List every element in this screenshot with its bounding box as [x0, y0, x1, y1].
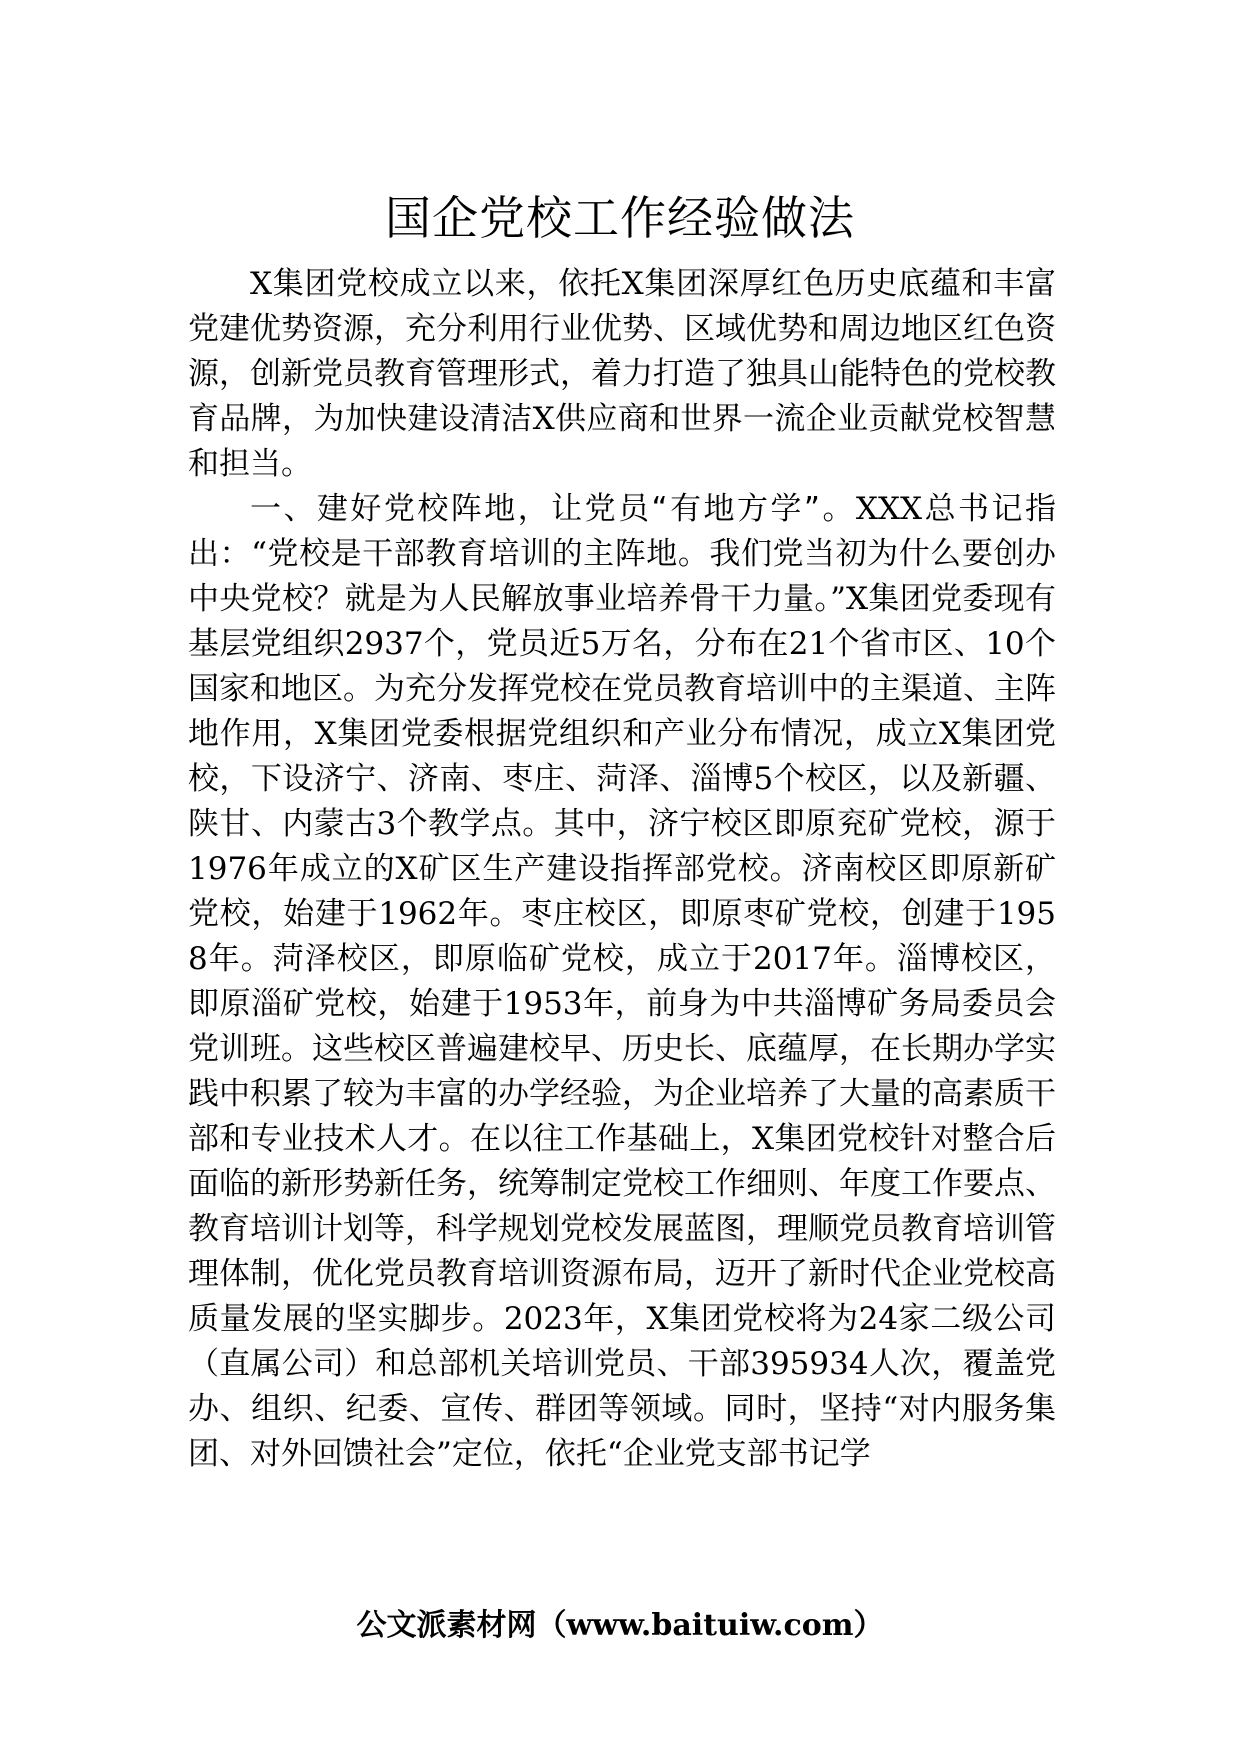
section-1-heading: 一、建好党校阵地，让党员“有地方学”。: [250, 491, 856, 527]
paragraph-intro: [188, 262, 1056, 487]
paragraph-section-1-text: XXX总书记指出：“党校是干部教育培训的主阵地。我们党当初为什么要创办中央党校？就是为人民解放事业培养骨干力量。”X集团党委现有基层党组织2937个，党员近5万名，分布在21个省市区、10个国家和地区。为充分发挥党校在党员教育培训中的主渠道、主阵地作用，X集团党委根据党组织和产业分布情况，成立X集团党校，下设济宁、济南、枣庄、菏泽、淄博5个校区，以及新疆、陕甘、内蒙古3个教学点。其中，济宁校区即原兖矿党校，源于1976年成立的X矿区生产建设指挥部党校。济南校区即原新矿党校，始建于1962年。枣庄校区，即原枣矿党校，创建于1958年。菏泽校区，即原临矿党校，成立于2017年。淄博校区，即原淄矿党校，始建于1953年，前身为中共淄博矿务局委员会党训班。这些校区普遍建校早、历史长、底蕴厚，在长期办学实践中积累了较为丰富的办学经验，为企业培养了大量的高素质干部和专业技术人才。在以往工作基础上，X集团党校针对整合后面临的新形势新任务，统筹制定党校工作细则、年度工作要点、教育培训计划等，科学规划党校发展蓝图，理顺党员教育培训管理体制，优化党员教育培训资源布局，迈开了新时代企业党校高质量发展的坚实脚步。2023年，X集团党校将为24家二级公司（直属公司）和总部机关培训党员、干部395934人次，覆盖党办、组织、纪委、宣传、群团等领域。同时，坚持“对内服务集团、对外回馈社会”定位，依托“企业党支部书记学: [188, 491, 1056, 1472]
paragraph-intro-text: X集团党校成立以来，依托X集团深厚红色历史底蕴和丰富党建优势资源，充分利用行业优势、区域优势和周边地区红色资源，创新党员教育管理形式，着力打造了独具山能特色的党校教育品牌，为加快建设清洁X供应商和世界一流企业贡献党校智慧和担当。: [188, 266, 1056, 482]
paragraph-section-1: [188, 487, 1056, 1477]
document-title: 国企党校工作经验做法: [385, 191, 855, 245]
document-body: [188, 262, 1056, 1477]
footer-watermark: 公文派素材网（www.baituiw.com）: [356, 1608, 884, 1643]
